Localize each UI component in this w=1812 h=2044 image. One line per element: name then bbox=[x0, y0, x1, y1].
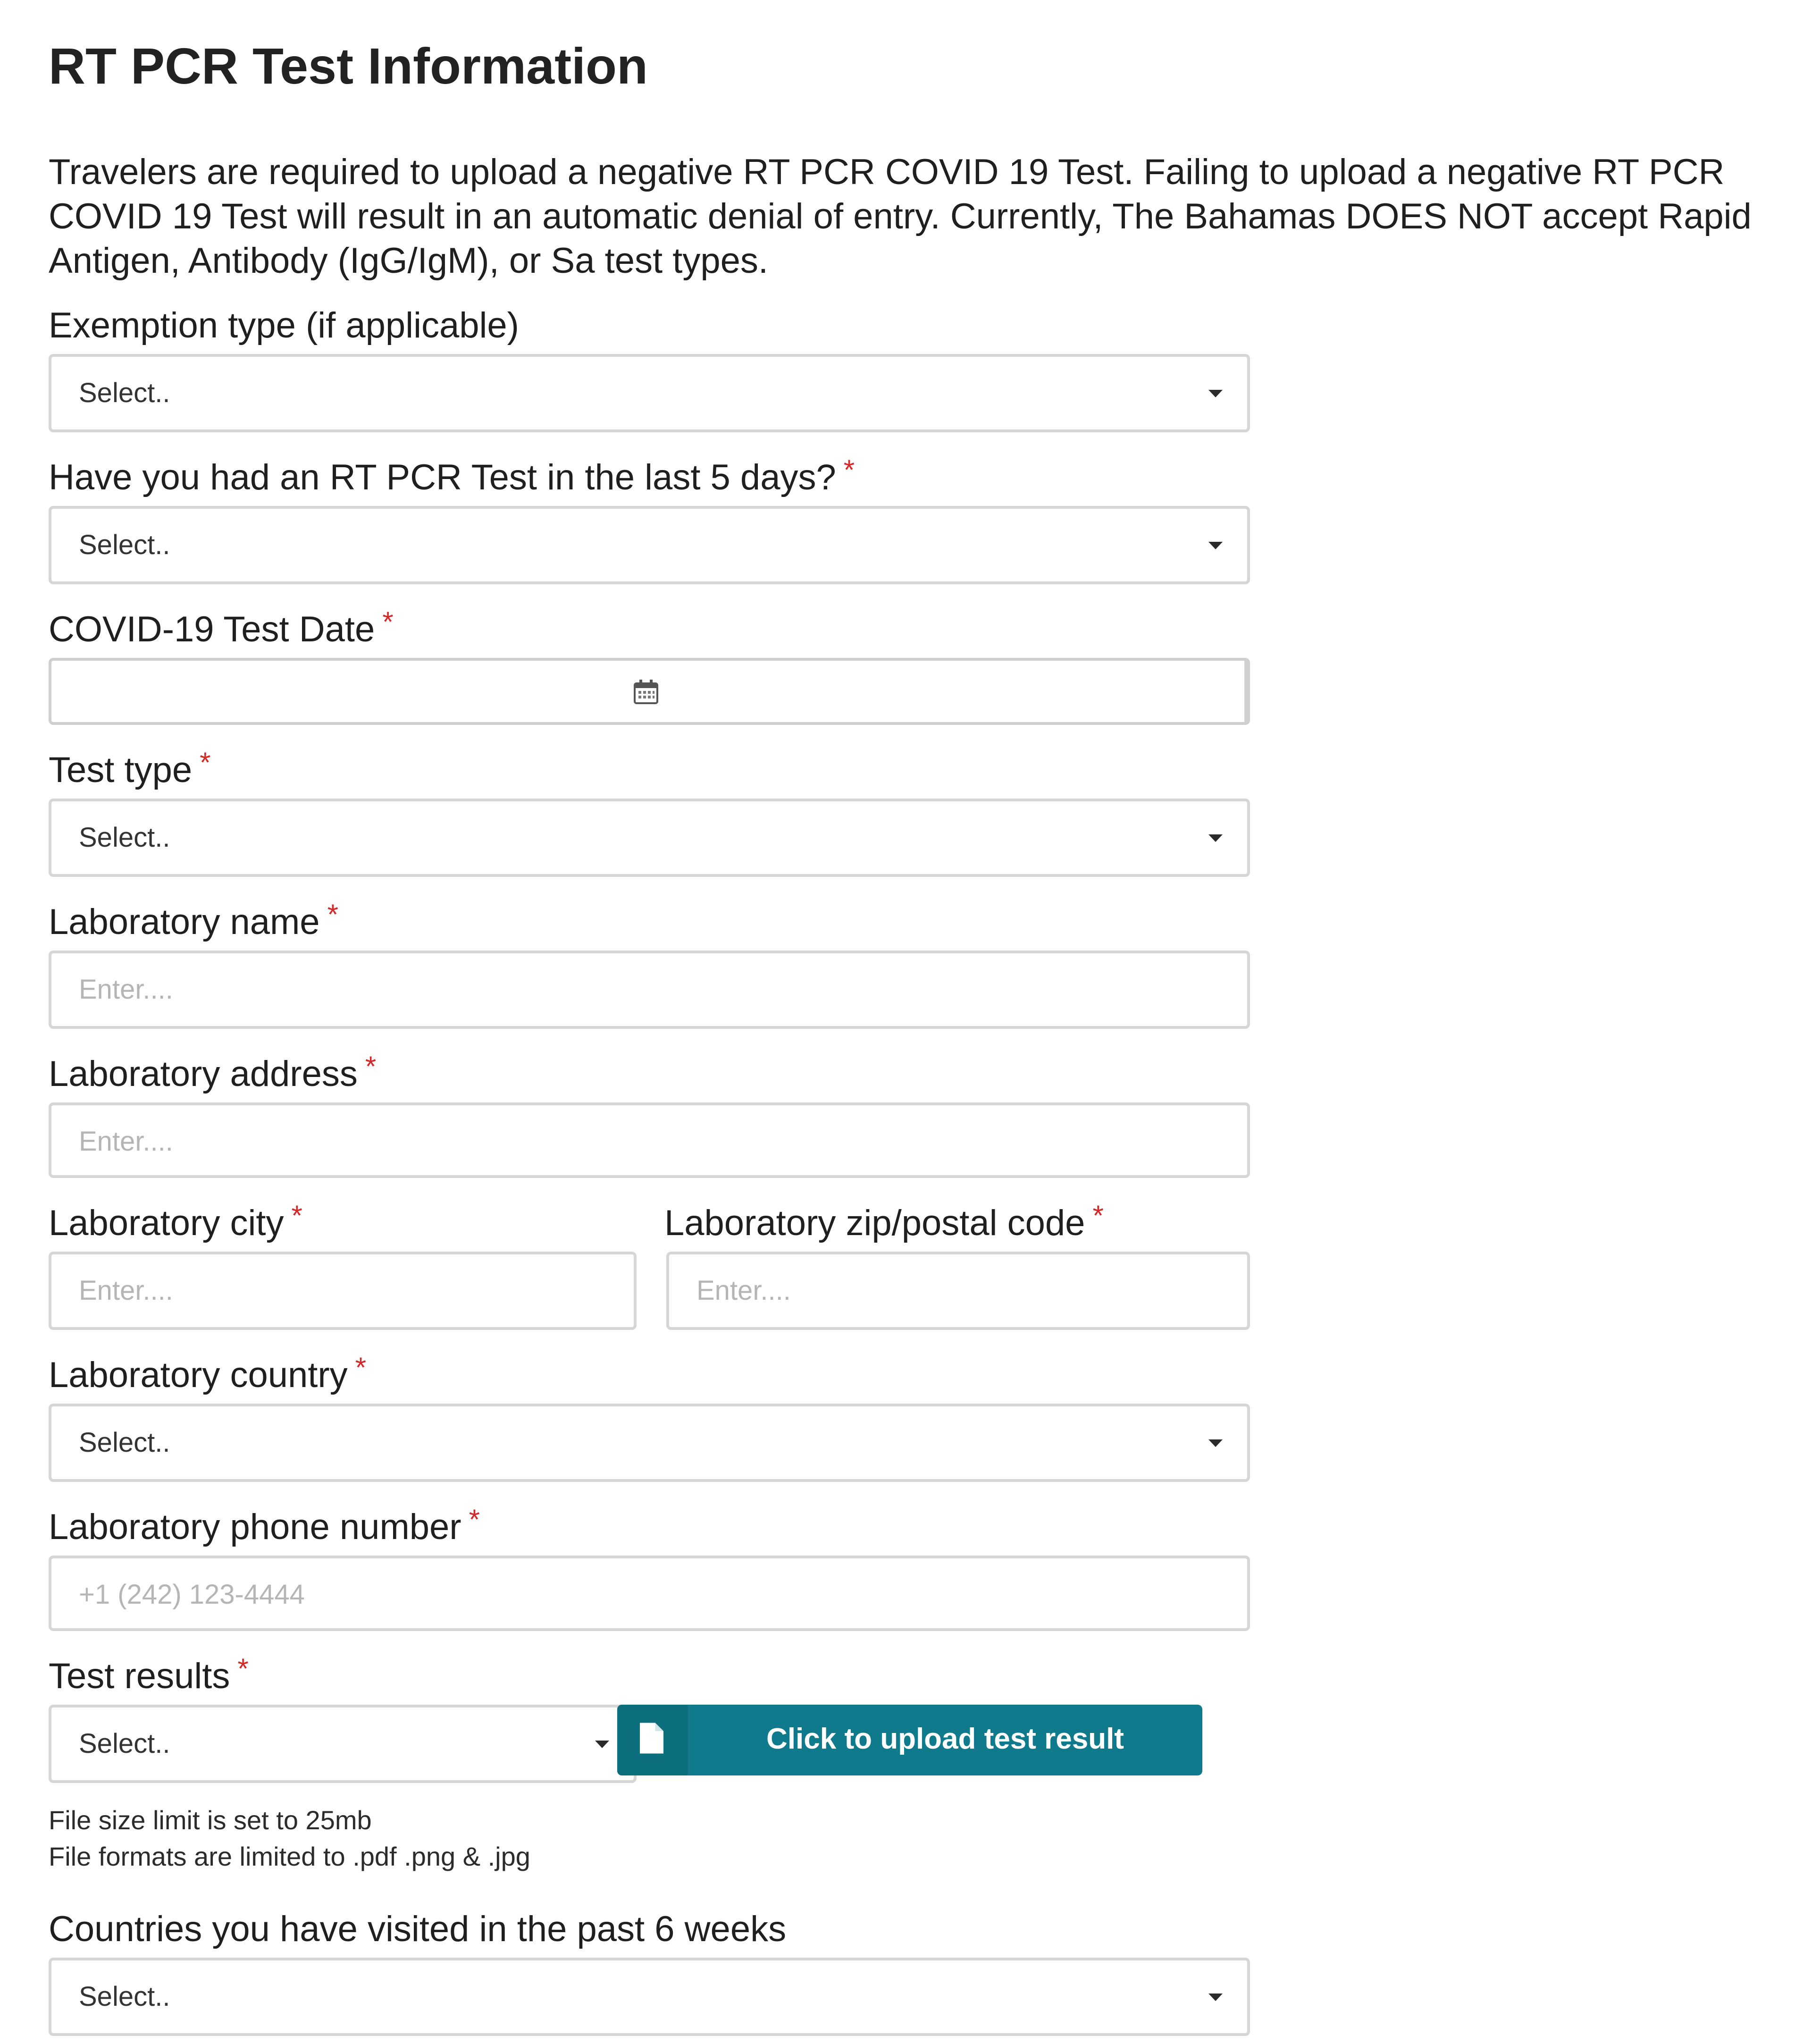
required-marker: * bbox=[382, 606, 394, 638]
lab-country-select[interactable] bbox=[49, 1404, 1250, 1482]
lab-country-value: Select.. bbox=[79, 1427, 170, 1458]
lab-city-placeholder: Enter.... bbox=[79, 1275, 173, 1306]
countries-visited-value: Select.. bbox=[79, 1981, 170, 2012]
lab-zip-label: Laboratory zip/postal code * bbox=[664, 1200, 1104, 1243]
chevron-down-icon bbox=[1208, 390, 1223, 397]
required-marker: * bbox=[237, 1653, 249, 1684]
required-marker: * bbox=[365, 1051, 377, 1082]
file-icon bbox=[640, 1723, 663, 1754]
lab-name-label: Laboratory name * bbox=[49, 899, 338, 942]
required-marker: * bbox=[355, 1352, 367, 1383]
upload-test-result-button[interactable] bbox=[617, 1705, 1202, 1775]
file-formats-note: File formats are limited to .pdf .png & .jpg bbox=[49, 1842, 530, 1871]
required-marker: * bbox=[1092, 1200, 1104, 1231]
lab-zip-placeholder: Enter.... bbox=[696, 1275, 791, 1306]
test-type-value: Select.. bbox=[79, 822, 170, 853]
lab-phone-input[interactable] bbox=[49, 1556, 1250, 1631]
required-marker: * bbox=[200, 747, 211, 778]
lab-name-input[interactable] bbox=[49, 951, 1250, 1029]
lab-city-input[interactable] bbox=[49, 1252, 637, 1330]
lab-address-label: Laboratory address * bbox=[49, 1051, 377, 1094]
lab-country-label: Laboratory country * bbox=[49, 1352, 367, 1395]
chevron-down-icon bbox=[1208, 1994, 1223, 2001]
rt-pcr-last-5-days-select[interactable] bbox=[49, 506, 1250, 584]
lab-zip-input[interactable] bbox=[666, 1252, 1250, 1330]
upload-icon-zone bbox=[617, 1705, 688, 1775]
countries-visited-label: Countries you have visited in the past 6 weeks bbox=[49, 1909, 787, 1949]
file-size-note: File size limit is set to 25mb bbox=[49, 1805, 372, 1835]
lab-city-label: Laboratory city * bbox=[49, 1200, 302, 1243]
lab-phone-label: Laboratory phone number * bbox=[49, 1504, 480, 1547]
required-marker: * bbox=[327, 899, 338, 930]
rt-pcr-last-5-days-label: Have you had an RT PCR Test in the last 5 days? * bbox=[49, 454, 855, 497]
test-date-input[interactable] bbox=[49, 658, 1250, 725]
exemption-type-label: Exemption type (if applicable) bbox=[49, 305, 519, 345]
intro-text: Travelers are required to upload a negative RT PCR COVID 19 Test. Failing to upload a negative RT PCR COVID 19 Test will result in an automatic denial of entry. Currently, The Bahamas DOES NOT accept Rapid Antigen, Antibody (IgG/IgM), or Sa test types. bbox=[49, 152, 1752, 281]
test-results-label: Test results * bbox=[49, 1653, 249, 1696]
countries-visited-select[interactable] bbox=[49, 1958, 1250, 2036]
chevron-down-icon bbox=[1208, 1439, 1223, 1447]
required-marker: * bbox=[291, 1200, 302, 1231]
lab-address-placeholder: Enter.... bbox=[79, 1126, 173, 1157]
lab-name-placeholder: Enter.... bbox=[79, 974, 173, 1005]
lab-phone-placeholder: +1 (242) 123-4444 bbox=[79, 1579, 305, 1610]
exemption-type-value: Select.. bbox=[79, 378, 170, 408]
test-results-value: Select.. bbox=[79, 1728, 170, 1759]
page-title: RT PCR Test Information bbox=[49, 37, 648, 94]
test-type-label: Test type * bbox=[49, 747, 211, 790]
chevron-down-icon bbox=[1208, 542, 1223, 549]
test-type-select[interactable] bbox=[49, 799, 1250, 877]
test-results-select[interactable] bbox=[49, 1705, 637, 1783]
rt-pcr-last-5-days-value: Select.. bbox=[79, 530, 170, 560]
calendar-icon bbox=[633, 679, 659, 705]
test-date-label: COVID-19 Test Date * bbox=[49, 606, 394, 649]
required-marker: * bbox=[469, 1504, 480, 1535]
chevron-down-icon bbox=[595, 1741, 609, 1748]
required-marker: * bbox=[843, 454, 855, 486]
chevron-down-icon bbox=[1208, 834, 1223, 842]
upload-button-label: Click to upload test result bbox=[766, 1723, 1124, 1755]
lab-address-input[interactable] bbox=[49, 1102, 1250, 1178]
exemption-type-select[interactable] bbox=[49, 354, 1250, 432]
